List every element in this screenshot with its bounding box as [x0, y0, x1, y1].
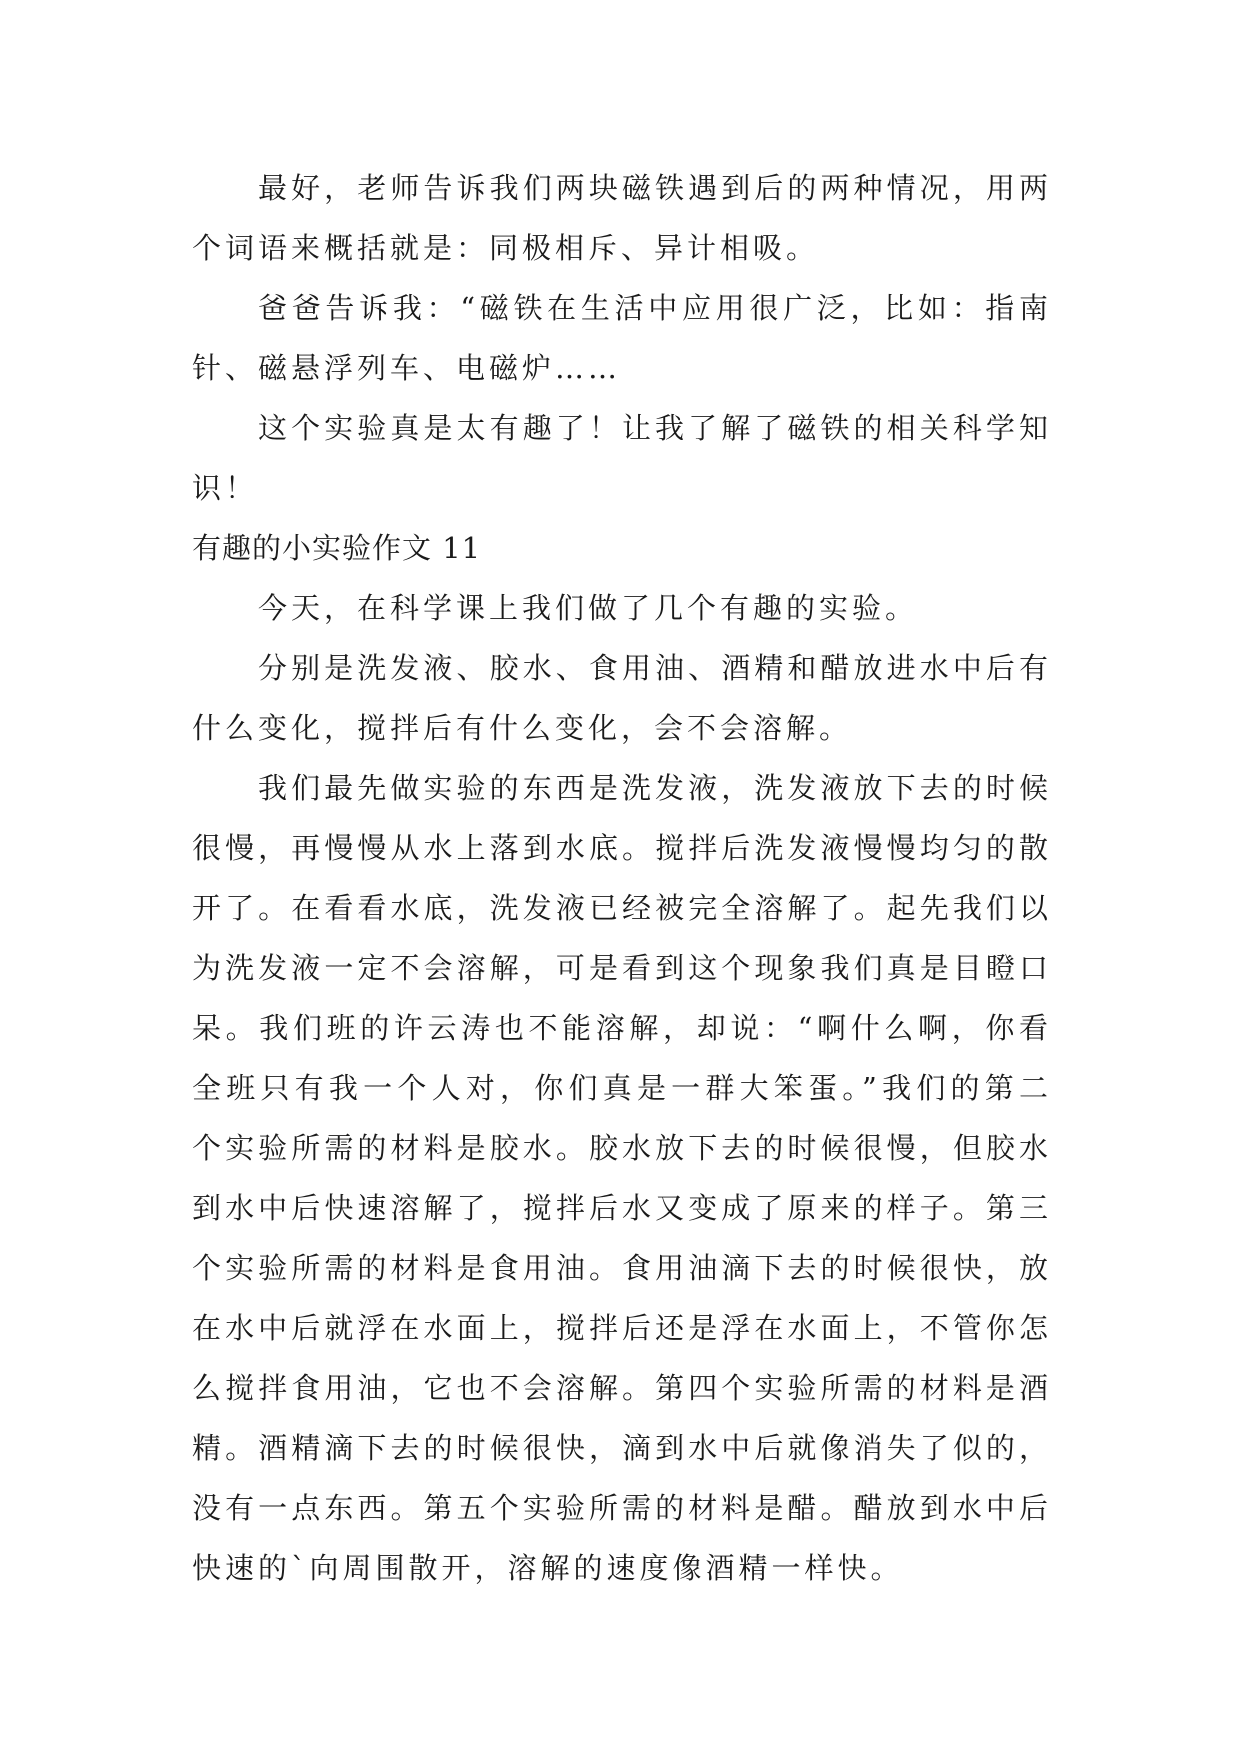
document-body — [192, 158, 1052, 1598]
paragraph-father-quote: 爸爸告诉我：“磁铁在生活中应用很广泛，比如：指南针、磁悬浮列车、电磁炉…… — [192, 291, 1052, 385]
paragraph-experiments-detail: 我们最先做实验的东西是洗发液，洗发液放下去的时候很慢，再慢慢从水上落到水底。搅拌后洗发液慢慢均匀的散开了。在看看水底，洗发液已经被完全溶解了。起先我们以为洗发液一定不会溶解，可是看到这个现象我们真是目瞪口呆。我们班的许云涛也不能溶解，却说：“啊什么啊，你看全班只有我一个人对，你们真是一群大笨蛋。”我们的第二个实验所需的材料是胶水。胶水放下去的时候很慢，但胶水到水中后快速溶解了，搅拌后水又变成了原来的样子。第三个实验所需的材料是食用油。食用油滴下去的时候很快，放在水中后就浮在水面上，搅拌后还是浮在水面上，不管你怎么搅拌食用油，它也不会溶解。第四个实验所需的材料是酒精。酒精滴下去的时候很快，滴到水中后就像消失了似的，没有一点东西。第五个实验所需的材料是醋。醋放到水中后快速的`向周围散开，溶解的速度像酒精一样快。 — [192, 771, 1052, 1585]
section-title: 有趣的小实验作文 11 — [192, 531, 482, 565]
paragraph-intro: 今天，在科学课上我们做了几个有趣的实验。 — [258, 591, 919, 625]
paragraph-experiment-summary: 这个实验真是太有趣了！让我了解了磁铁的相关科学知识！ — [192, 411, 1052, 505]
paragraph-magnet-conclusion: 最好，老师告诉我们两块磁铁遇到后的两种情况，用两个词语来概括就是：同极相斥、异计相吸。 — [192, 171, 1052, 265]
paragraph-materials: 分别是洗发液、胶水、食用油、酒精和醋放进水中后有什么变化，搅拌后有什么变化，会不会溶解。 — [192, 651, 1052, 745]
